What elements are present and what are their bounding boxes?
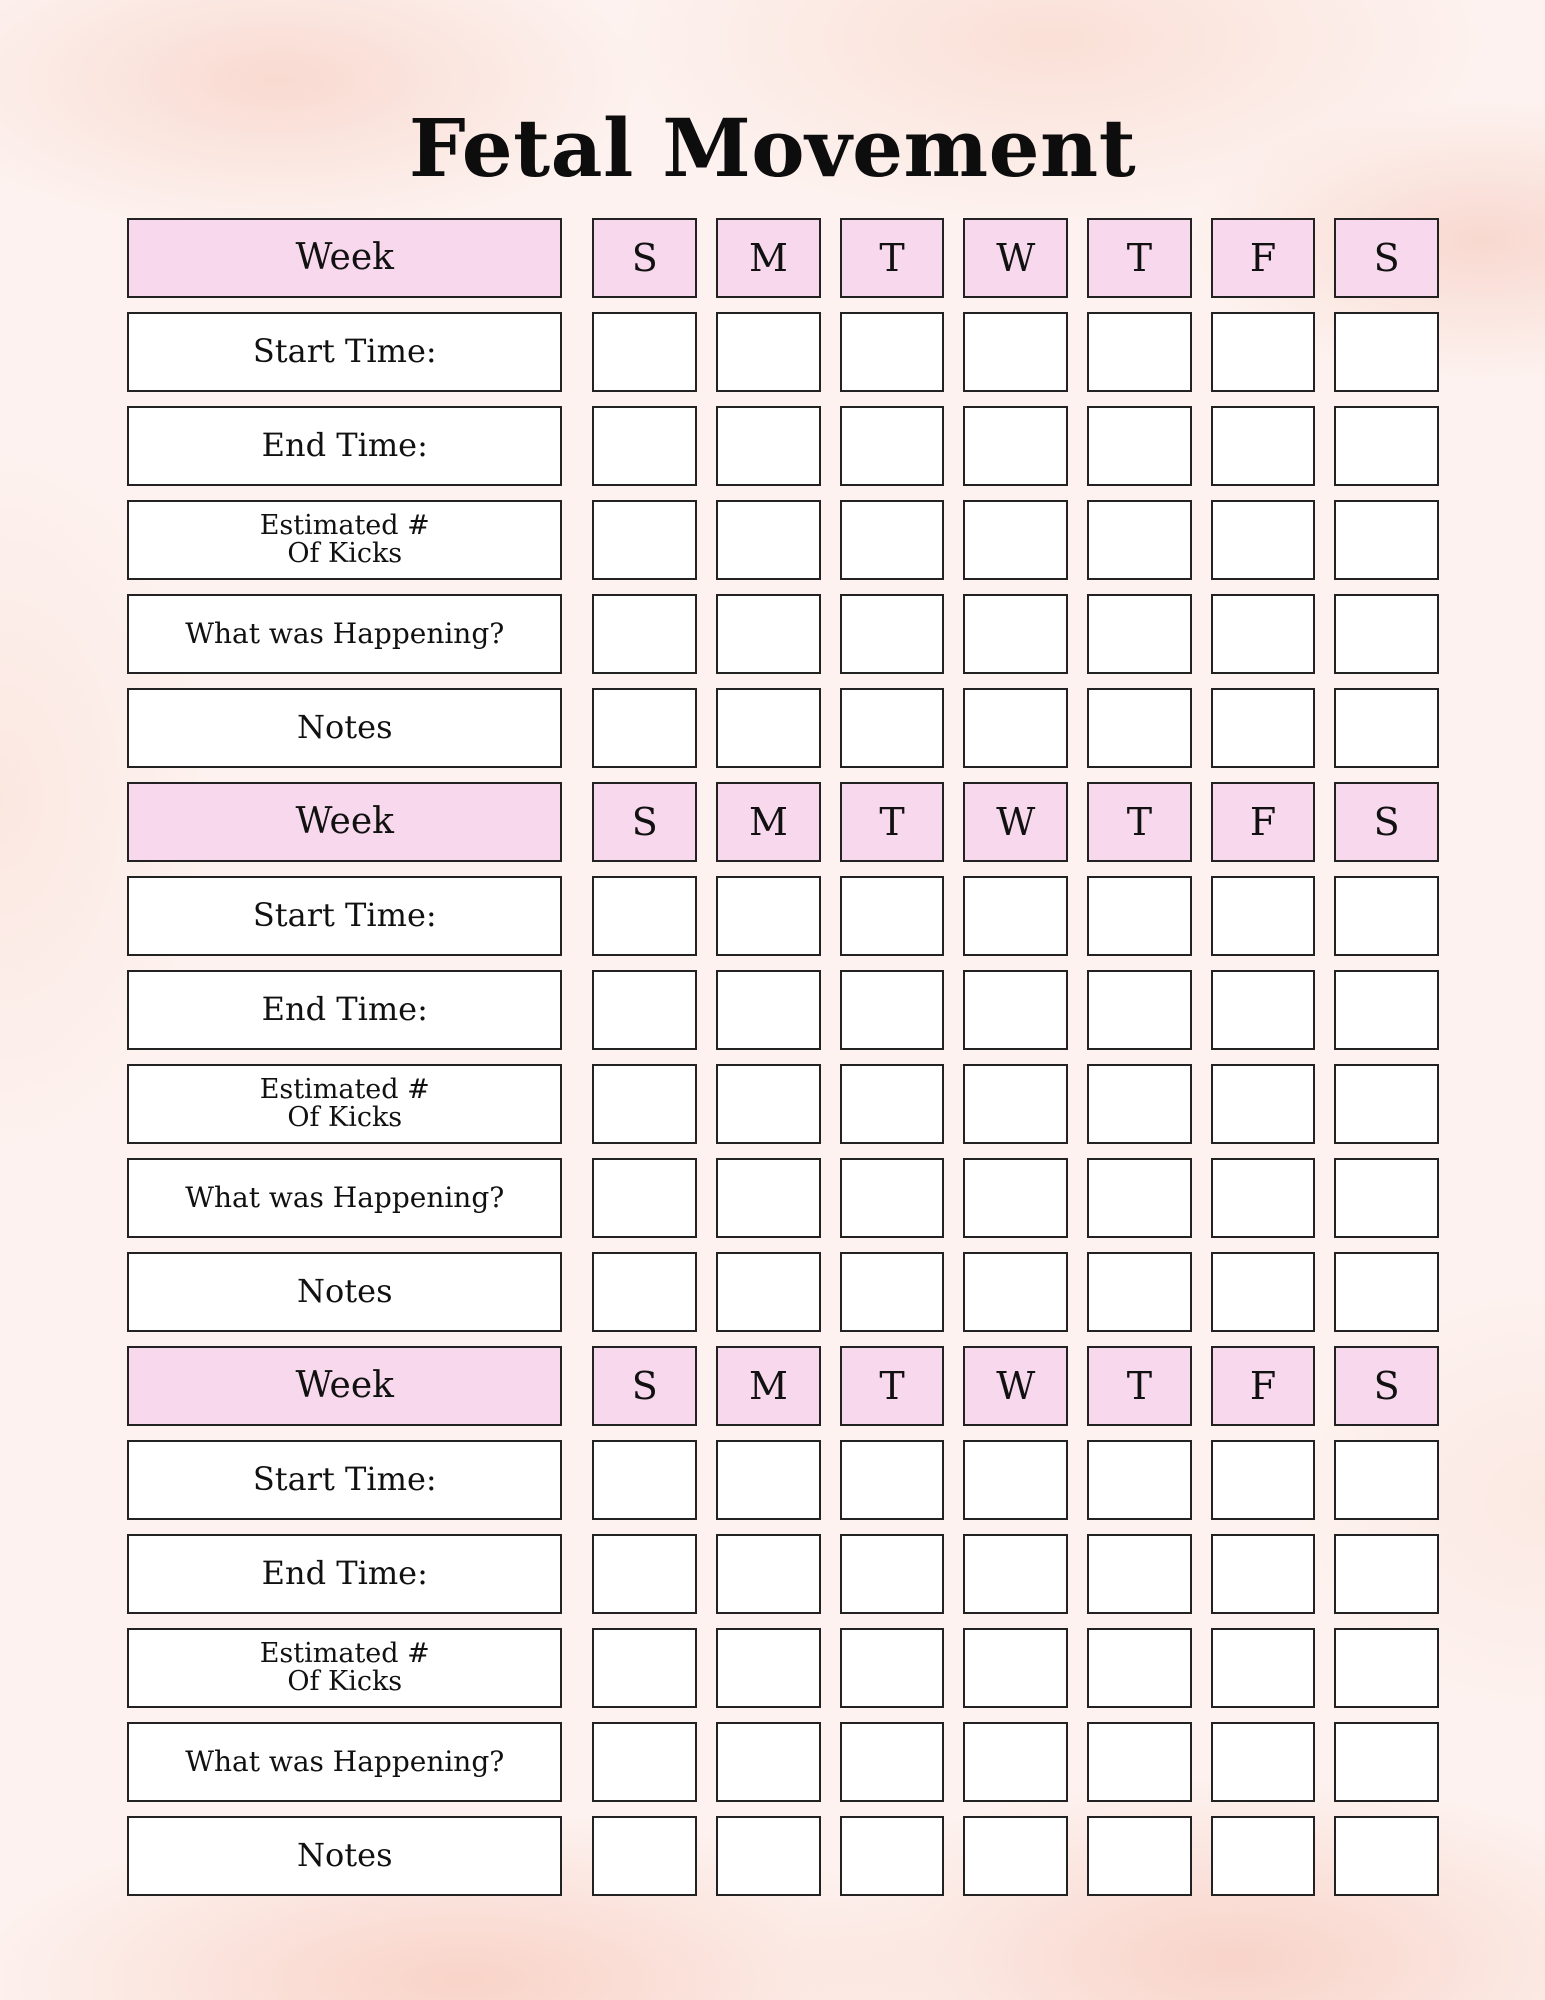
happening-wednesday-field[interactable] (963, 594, 1068, 674)
start-time-saturday-field[interactable] (1334, 312, 1439, 392)
end-time-monday-field[interactable] (716, 970, 821, 1050)
page-title: Fetal Movement (408, 101, 1137, 195)
happening-monday-field[interactable] (716, 1158, 821, 1238)
week-label: Week (127, 1346, 562, 1426)
day-header-friday: F (1211, 1346, 1316, 1426)
end-time-monday-field[interactable] (716, 406, 821, 486)
day-header-saturday: S (1334, 782, 1439, 862)
happening-monday-field[interactable] (716, 1722, 821, 1802)
end-time-label: End Time: (127, 406, 562, 486)
notes-row (127, 1816, 1439, 1896)
day-header-saturday: S (1334, 218, 1439, 298)
estimated-kicks-label (127, 1628, 562, 1708)
notes-row (127, 688, 1439, 768)
notes-tuesday-field[interactable] (840, 1816, 945, 1896)
end-time-sunday-field[interactable] (592, 1534, 697, 1614)
happening-saturday-field[interactable] (1334, 1722, 1439, 1802)
notes-label: Notes (127, 1252, 562, 1332)
start-time-saturday-field[interactable] (1334, 876, 1439, 956)
start-time-tuesday-field[interactable] (840, 1440, 945, 1520)
notes-saturday-field[interactable] (1334, 688, 1439, 768)
week-section-2 (127, 782, 1439, 1332)
start-time-wednesday-field[interactable] (963, 876, 1068, 956)
end-time-wednesday-field[interactable] (963, 970, 1068, 1050)
day-header-thursday: T (1087, 218, 1192, 298)
notes-friday-field[interactable] (1211, 1816, 1316, 1896)
notes-monday-field[interactable] (716, 1816, 821, 1896)
happening-friday-field[interactable] (1211, 1158, 1316, 1238)
happening-saturday-field[interactable] (1334, 594, 1439, 674)
start-time-thursday-field[interactable] (1087, 876, 1192, 956)
estimated-kicks-label-line-2: Of Kicks (287, 1102, 403, 1133)
start-time-label: Start Time: (127, 312, 562, 392)
notes-thursday-field[interactable] (1087, 1816, 1192, 1896)
notes-wednesday-field[interactable] (963, 1816, 1068, 1896)
kicks-saturday-field[interactable] (1334, 500, 1439, 580)
kicks-wednesday-field[interactable] (963, 1064, 1068, 1144)
start-time-sunday-field[interactable] (592, 876, 697, 956)
happening-sunday-field[interactable] (592, 1722, 697, 1802)
week-header-row (127, 218, 1439, 298)
week-header-row (127, 1346, 1439, 1426)
end-time-saturday-field[interactable] (1334, 406, 1439, 486)
happening-tuesday-field[interactable] (840, 1722, 945, 1802)
week-label: Week (127, 218, 562, 298)
happening-thursday-field[interactable] (1087, 594, 1192, 674)
notes-saturday-field[interactable] (1334, 1252, 1439, 1332)
start-time-wednesday-field[interactable] (963, 312, 1068, 392)
day-header-wednesday: W (963, 782, 1068, 862)
kicks-monday-field[interactable] (716, 1064, 821, 1144)
notes-wednesday-field[interactable] (963, 688, 1068, 768)
what-was-happening-label: What was Happening? (127, 1722, 562, 1802)
day-header-thursday: T (1087, 1346, 1192, 1426)
day-header-saturday: S (1334, 1346, 1439, 1426)
estimated-kicks-label-line-1: Estimated # (259, 1637, 430, 1669)
estimated-kicks-label-line-1: Estimated # (259, 1073, 430, 1105)
kicks-friday-field[interactable] (1211, 500, 1316, 580)
what-was-happening-row (127, 1158, 1439, 1238)
day-header-sunday: S (592, 1346, 697, 1426)
notes-row (127, 1252, 1439, 1332)
happening-wednesday-field[interactable] (963, 1722, 1068, 1802)
day-header-thursday: T (1087, 782, 1192, 862)
happening-tuesday-field[interactable] (840, 1158, 945, 1238)
estimated-kicks-label-line-1: Estimated # (259, 509, 430, 541)
notes-sunday-field[interactable] (592, 1252, 697, 1332)
start-time-row (127, 312, 1439, 392)
estimated-kicks-row (127, 1064, 1439, 1144)
end-time-tuesday-field[interactable] (840, 1534, 945, 1614)
start-time-thursday-field[interactable] (1087, 312, 1192, 392)
start-time-friday-field[interactable] (1211, 1440, 1316, 1520)
day-header-monday: M (716, 1346, 821, 1426)
start-time-wednesday-field[interactable] (963, 1440, 1068, 1520)
end-time-sunday-field[interactable] (592, 406, 697, 486)
notes-friday-field[interactable] (1211, 688, 1316, 768)
notes-thursday-field[interactable] (1087, 1252, 1192, 1332)
end-time-row (127, 406, 1439, 486)
end-time-saturday-field[interactable] (1334, 970, 1439, 1050)
start-time-friday-field[interactable] (1211, 312, 1316, 392)
end-time-thursday-field[interactable] (1087, 970, 1192, 1050)
kicks-monday-field[interactable] (716, 1628, 821, 1708)
start-time-sunday-field[interactable] (592, 1440, 697, 1520)
notes-label: Notes (127, 688, 562, 768)
end-time-row (127, 970, 1439, 1050)
day-header-monday: M (716, 782, 821, 862)
end-time-wednesday-field[interactable] (963, 406, 1068, 486)
kicks-thursday-field[interactable] (1087, 500, 1192, 580)
estimated-kicks-row (127, 1628, 1439, 1708)
happening-sunday-field[interactable] (592, 1158, 697, 1238)
kicks-tuesday-field[interactable] (840, 500, 945, 580)
kicks-tuesday-field[interactable] (840, 1628, 945, 1708)
end-time-friday-field[interactable] (1211, 970, 1316, 1050)
happening-saturday-field[interactable] (1334, 1158, 1439, 1238)
start-time-thursday-field[interactable] (1087, 1440, 1192, 1520)
end-time-sunday-field[interactable] (592, 970, 697, 1050)
day-header-wednesday: W (963, 218, 1068, 298)
day-header-wednesday: W (963, 1346, 1068, 1426)
notes-saturday-field[interactable] (1334, 1816, 1439, 1896)
kicks-tuesday-field[interactable] (840, 1064, 945, 1144)
notes-sunday-field[interactable] (592, 1816, 697, 1896)
kicks-wednesday-field[interactable] (963, 500, 1068, 580)
estimated-kicks-row (127, 500, 1439, 580)
what-was-happening-row (127, 594, 1439, 674)
start-time-tuesday-field[interactable] (840, 312, 945, 392)
day-header-sunday: S (592, 782, 697, 862)
notes-label: Notes (127, 1816, 562, 1896)
week-label: Week (127, 782, 562, 862)
kicks-wednesday-field[interactable] (963, 1628, 1068, 1708)
start-time-row (127, 1440, 1439, 1520)
end-time-tuesday-field[interactable] (840, 406, 945, 486)
day-header-friday: F (1211, 218, 1316, 298)
notes-friday-field[interactable] (1211, 1252, 1316, 1332)
end-time-thursday-field[interactable] (1087, 1534, 1192, 1614)
start-time-monday-field[interactable] (716, 312, 821, 392)
estimated-kicks-label (127, 1064, 562, 1144)
notes-tuesday-field[interactable] (840, 1252, 945, 1332)
week-section-1 (127, 218, 1439, 768)
day-header-sunday: S (592, 218, 697, 298)
notes-wednesday-field[interactable] (963, 1252, 1068, 1332)
week-section-3 (127, 1346, 1439, 1896)
what-was-happening-row (127, 1722, 1439, 1802)
kicks-sunday-field[interactable] (592, 500, 697, 580)
happening-thursday-field[interactable] (1087, 1158, 1192, 1238)
happening-friday-field[interactable] (1211, 1722, 1316, 1802)
end-time-friday-field[interactable] (1211, 406, 1316, 486)
happening-tuesday-field[interactable] (840, 594, 945, 674)
kicks-friday-field[interactable] (1211, 1064, 1316, 1144)
happening-thursday-field[interactable] (1087, 1722, 1192, 1802)
day-header-monday: M (716, 218, 821, 298)
start-time-saturday-field[interactable] (1334, 1440, 1439, 1520)
end-time-monday-field[interactable] (716, 1534, 821, 1614)
happening-monday-field[interactable] (716, 594, 821, 674)
day-header-friday: F (1211, 782, 1316, 862)
end-time-row (127, 1534, 1439, 1614)
happening-sunday-field[interactable] (592, 594, 697, 674)
happening-wednesday-field[interactable] (963, 1158, 1068, 1238)
estimated-kicks-label-line-2: Of Kicks (287, 1666, 403, 1697)
start-time-tuesday-field[interactable] (840, 876, 945, 956)
kicks-saturday-field[interactable] (1334, 1064, 1439, 1144)
kicks-saturday-field[interactable] (1334, 1628, 1439, 1708)
end-time-label: End Time: (127, 970, 562, 1050)
estimated-kicks-label (127, 500, 562, 580)
end-time-friday-field[interactable] (1211, 1534, 1316, 1614)
what-was-happening-label: What was Happening? (127, 1158, 562, 1238)
end-time-thursday-field[interactable] (1087, 406, 1192, 486)
day-header-tuesday: T (840, 1346, 945, 1426)
notes-thursday-field[interactable] (1087, 688, 1192, 768)
start-time-monday-field[interactable] (716, 876, 821, 956)
notes-monday-field[interactable] (716, 688, 821, 768)
notes-tuesday-field[interactable] (840, 688, 945, 768)
kicks-thursday-field[interactable] (1087, 1064, 1192, 1144)
notes-sunday-field[interactable] (592, 688, 697, 768)
happening-friday-field[interactable] (1211, 594, 1316, 674)
end-time-wednesday-field[interactable] (963, 1534, 1068, 1614)
start-time-sunday-field[interactable] (592, 312, 697, 392)
kicks-sunday-field[interactable] (592, 1064, 697, 1144)
notes-monday-field[interactable] (716, 1252, 821, 1332)
kicks-thursday-field[interactable] (1087, 1628, 1192, 1708)
fetal-movement-tracker (127, 218, 1439, 1910)
what-was-happening-label: What was Happening? (127, 594, 562, 674)
day-header-tuesday: T (840, 218, 945, 298)
estimated-kicks-label-line-2: Of Kicks (287, 538, 403, 569)
start-time-label: Start Time: (127, 1440, 562, 1520)
start-time-friday-field[interactable] (1211, 876, 1316, 956)
kicks-monday-field[interactable] (716, 500, 821, 580)
start-time-monday-field[interactable] (716, 1440, 821, 1520)
end-time-tuesday-field[interactable] (840, 970, 945, 1050)
start-time-label: Start Time: (127, 876, 562, 956)
start-time-row (127, 876, 1439, 956)
week-header-row (127, 782, 1439, 862)
end-time-saturday-field[interactable] (1334, 1534, 1439, 1614)
day-header-tuesday: T (840, 782, 945, 862)
end-time-label: End Time: (127, 1534, 562, 1614)
kicks-friday-field[interactable] (1211, 1628, 1316, 1708)
kicks-sunday-field[interactable] (592, 1628, 697, 1708)
